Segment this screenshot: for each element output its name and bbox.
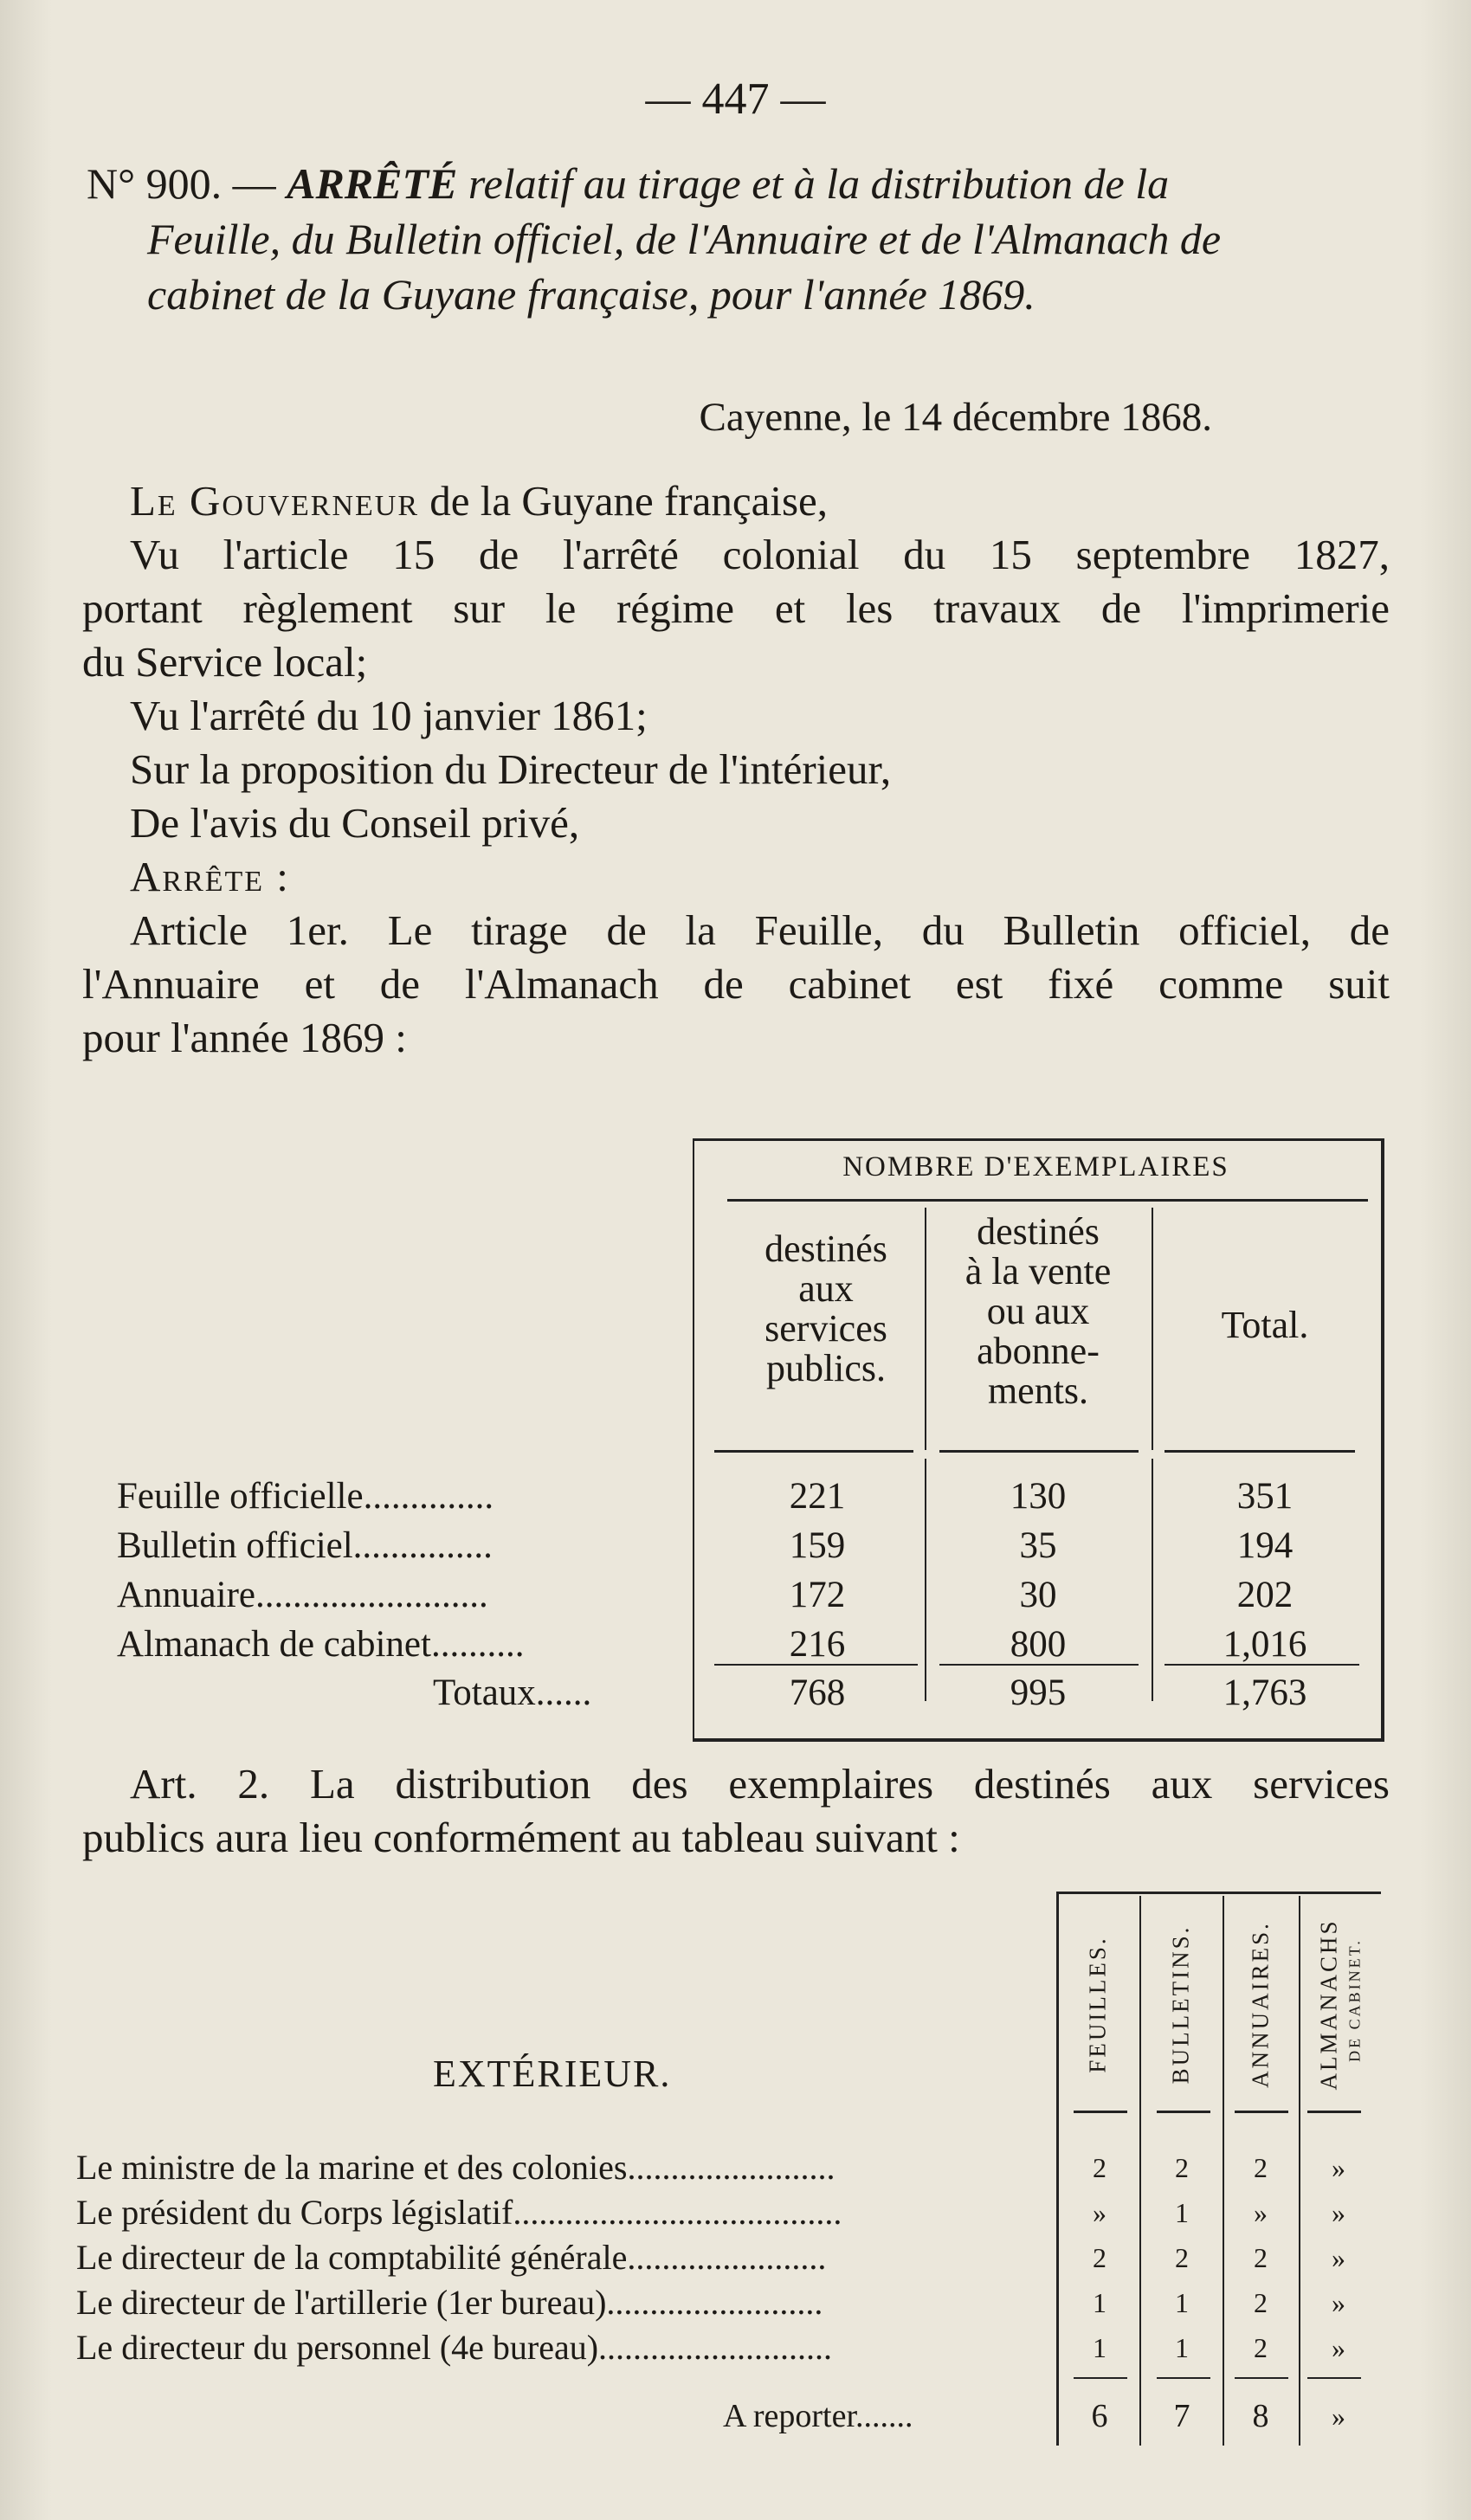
table-row-label: Feuille officielle.............. xyxy=(117,1476,494,1517)
table-cell: 1 xyxy=(1175,2332,1189,2363)
totals-cell: 995 xyxy=(1010,1672,1067,1713)
table-cell: 1 xyxy=(1093,2332,1106,2363)
col-header-almanachs: ALMANACHS xyxy=(1315,1918,1342,2091)
dateline: Cayenne, le 14 décembre 1868. xyxy=(699,395,1212,440)
col-header-bulletins: BULLETINS. xyxy=(1167,1924,1194,2085)
decree-title-line2: Feuille, du Bulletin officiel, de l'Annuaire et de l'Almanach de xyxy=(147,215,1222,263)
col-header-services-publics: destinés aux services publics. xyxy=(765,1228,887,1389)
totals-cell: 1,763 xyxy=(1223,1672,1307,1713)
table-cell: 202 xyxy=(1236,1575,1294,1615)
table-row-label: Annuaire......................... xyxy=(117,1575,488,1615)
page-number: — 447 — xyxy=(645,74,826,124)
article2-line2: publics aura lieu conformément au tableau suivant : xyxy=(82,1814,960,1861)
carry-cell: » xyxy=(1332,2401,1345,2432)
col-header-annuaires: ANNUAIRES. xyxy=(1247,1921,1274,2088)
table-cell: 1 xyxy=(1175,2287,1189,2318)
table-cell: 194 xyxy=(1236,1525,1294,1566)
article2-line1: Art. 2. La distribution des exemplaires destinés aux services xyxy=(130,1760,1390,1808)
article2 xyxy=(82,1757,1390,1865)
table-cell: 2 xyxy=(1254,2287,1268,2318)
table-row-label: Le ministre de la marine et des colonies........................ xyxy=(76,2148,836,2187)
table-cell: » xyxy=(1332,2152,1345,2183)
table-row-label: Almanach de cabinet.......... xyxy=(117,1624,525,1665)
table-cell: 35 xyxy=(1019,1525,1057,1566)
carry-cell: 6 xyxy=(1091,2398,1108,2434)
body-text xyxy=(82,474,1390,1065)
table-cell: » xyxy=(1254,2197,1268,2228)
table-cell: 221 xyxy=(789,1476,846,1517)
table-cell: 1,016 xyxy=(1223,1624,1307,1665)
table-cell: 159 xyxy=(789,1525,846,1566)
table-cell: 2 xyxy=(1175,2152,1189,2183)
table-row-label: Le président du Corps législatif...................................... xyxy=(76,2193,842,2232)
governor-line: Le Gouverneur de la Guyane française, xyxy=(130,477,829,525)
table-cell: 2 xyxy=(1093,2152,1106,2183)
vu-article-line3: du Service local; xyxy=(82,638,368,686)
table-cell: 1 xyxy=(1175,2197,1189,2228)
table-cell: » xyxy=(1332,2242,1345,2273)
avis-line: De l'avis du Conseil privé, xyxy=(130,799,580,847)
col-header-feuilles: FEUILLES. xyxy=(1084,1936,1111,2073)
col-header-de-cabinet: DE CABINET. xyxy=(1345,1938,1364,2062)
table-cell: 30 xyxy=(1019,1575,1057,1615)
table-cell: 2 xyxy=(1175,2242,1189,2273)
totals-cell: 768 xyxy=(789,1672,846,1713)
section-exterieur: EXTÉRIEUR. xyxy=(433,2053,672,2095)
table-cell: 351 xyxy=(1236,1476,1294,1517)
table-cell: 2 xyxy=(1254,2242,1268,2273)
col-header-vente-abonnements: destinés à la vente ou aux abonne- ments. xyxy=(965,1210,1112,1412)
decree-title-line3: cabinet de la Guyane française, pour l'année 1869. xyxy=(147,270,1036,319)
table-cell: » xyxy=(1332,2197,1345,2228)
table-cell: 172 xyxy=(789,1575,846,1615)
print-run-table-title: NOMBRE D'EXEMPLAIRES xyxy=(842,1151,1229,1183)
article1-line2: l'Annuaire et de l'Almanach de cabinet est fixé comme suit xyxy=(82,960,1390,1008)
table-cell: 216 xyxy=(789,1624,846,1665)
col-header-total: Total. xyxy=(1221,1304,1309,1346)
table-row-label: Bulletin officiel............... xyxy=(117,1525,493,1566)
table-cell: 800 xyxy=(1010,1624,1067,1665)
vu-arrete-line: Vu l'arrêté du 10 janvier 1861; xyxy=(130,692,648,739)
vu-article-line1: Vu l'article 15 de l'arrêté colonial du 15 septembre 1827, xyxy=(130,531,1390,578)
arrete-line: Arrête : xyxy=(130,853,290,900)
table-cell: 1 xyxy=(1093,2287,1106,2318)
article1-line1: Article 1er. Le tirage de la Feuille, du Bulletin officiel, de xyxy=(130,906,1390,954)
table-cell: » xyxy=(1332,2287,1345,2318)
table-cell: 2 xyxy=(1254,2332,1268,2363)
decree-heading: N° 900. — ARRÊTÉ relatif au tirage et à la distribution de la Feuille, du Bulletin officiel, de l'Annuaire et de l'Almanach de cabinet de la Guyane française, pour l'année 1869. xyxy=(87,156,1403,322)
totals-label: Totaux...... xyxy=(433,1672,592,1713)
table-row-label: Le directeur de l'artillerie (1er bureau)......................... xyxy=(76,2283,823,2322)
table-row-label: Le directeur du personnel (4e bureau)........................... xyxy=(76,2328,833,2367)
table-row-label: Le directeur de la comptabilité générale....................... xyxy=(76,2238,827,2277)
proposition-line: Sur la proposition du Directeur de l'intérieur, xyxy=(130,745,892,793)
vu-article-line2: portant règlement sur le régime et les travaux de l'imprimerie xyxy=(82,584,1390,632)
article1-line3: pour l'année 1869 : xyxy=(82,1014,407,1061)
carry-cell: 7 xyxy=(1173,2398,1190,2434)
decree-number: N° 900. xyxy=(87,159,223,208)
table-cell: » xyxy=(1093,2197,1106,2228)
carry-cell: 8 xyxy=(1252,2398,1269,2434)
carry-forward-label: A reporter....... xyxy=(723,2398,913,2434)
table-cell: 2 xyxy=(1093,2242,1106,2273)
table-cell: » xyxy=(1332,2332,1345,2363)
table-cell: 130 xyxy=(1010,1476,1067,1517)
table-cell: 2 xyxy=(1254,2152,1268,2183)
decree-title-word: ARRÊTÉ xyxy=(287,159,458,208)
